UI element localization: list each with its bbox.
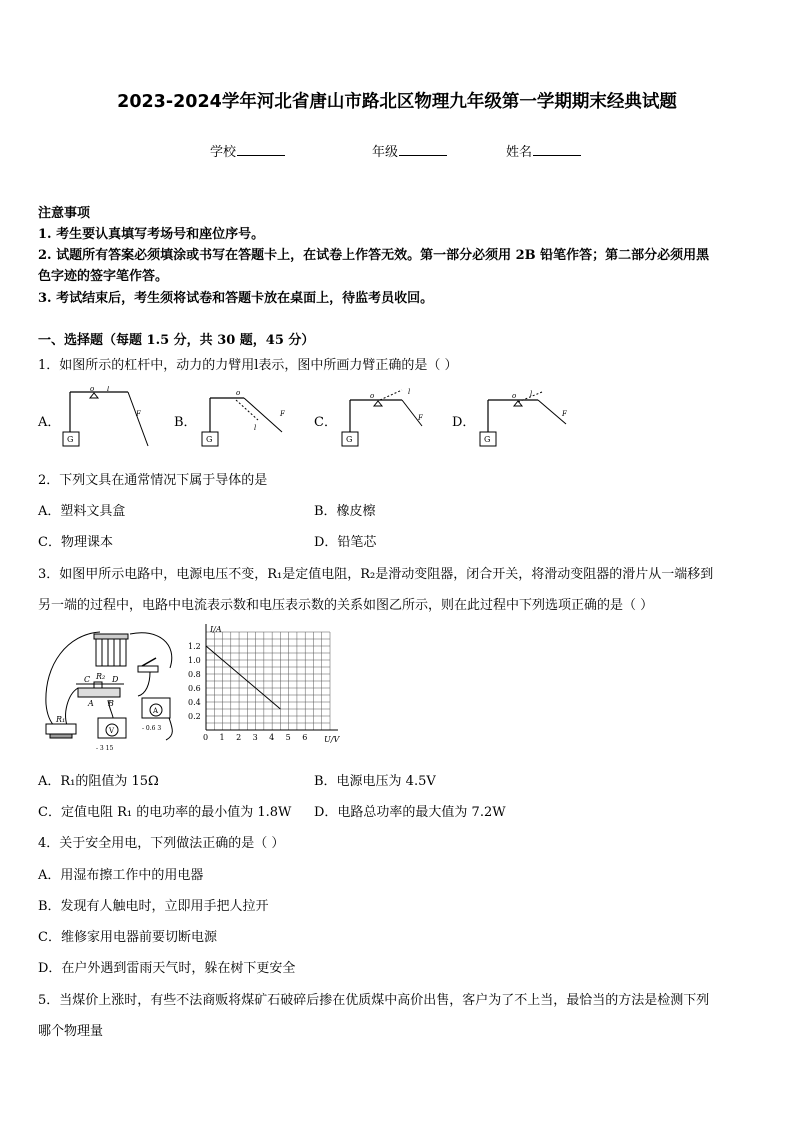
q1-option-d-label[interactable]: D． [452,415,476,430]
notice-item: 1. 考生要认真填写考场号和座位序号。 [38,227,265,242]
notice-item: 3. 考试结束后，考生须将试卷和答题卡放在桌面上，待监考员收回。 [38,291,434,306]
lever-figure-a [60,386,150,452]
y-tick-label: 1.0 [188,656,201,665]
y-tick-label: 0.2 [188,712,201,721]
circuit-label-r2: R₂ [96,672,106,681]
rheostat-icon [76,682,124,697]
fig-letter-l: l [530,390,533,398]
iu-series-line [206,646,280,709]
q5-stem-line1: 5．当煤价上涨时，有些不法商贩将煤矿石破碎后掺在优质煤中高价出售，客户为了不上当，最恰当的方法是检测下列 [38,993,710,1008]
q4-option-a[interactable]: A．用湿布擦工作中的用电器 [38,868,204,883]
ammeter-terminals: - 0.6 3 [142,725,162,732]
switch-icon [138,658,158,672]
fig-letter-f: F [562,410,567,418]
page-title: 2023-2024学年河北省唐山市路北区物理九年级第一学期期末经典试题 [117,92,677,112]
lever-figure-c [336,386,431,452]
fig-letter-l: l [408,388,411,396]
notice-item: 2. 试题所有答案必须填涂或书写在答题卡上，在试卷上作答无效。第一部分必须用 2B 铅笔作答；第二部分必须用黑 [38,248,710,263]
circuit-label-r1: R₁ [56,715,66,724]
x-tick-label: 4 [269,733,275,742]
fig-letter-f: F [280,410,285,418]
q2-option-b[interactable]: B．橡皮檫 [314,504,376,519]
fig-letter-o: o [90,386,95,393]
q2-option-c[interactable]: C．物理课本 [38,535,113,550]
circuit-label-b: B [108,699,114,708]
x-tick-label: 5 [285,733,291,742]
q3-option-a[interactable]: A．R₁的阻值为 15Ω [38,774,159,789]
x-tick-label: 1 [219,733,225,742]
q3-option-d[interactable]: D．电路总功率的最大值为 7.2W [314,805,506,820]
section-heading: 一、选择题（每题 1.5 分，共 30 题，45 分） [38,333,315,348]
fig-letter-o: o [236,389,241,397]
y-tick-label: 0.6 [188,684,201,693]
circuit-label-a: A [88,699,94,708]
fig-letter-f: F [418,414,423,422]
ammeter-icon [142,698,170,718]
q4-option-c[interactable]: C．维修家用电器前要切断电源 [38,930,217,945]
fig-letter-g: G [67,435,74,444]
fig-letter-l: l [254,424,257,432]
q4-option-d[interactable]: D．在户外遇到雷雨天气时，躲在树下更安全 [38,961,296,976]
circuit-label-d: D [112,675,119,684]
y-tick-label: 1.2 [188,642,201,651]
x-tick-label: 0 [203,733,209,742]
fig-letter-g: G [206,435,213,444]
q3-stem-line1: 3．如图甲所示电路中，电源电压不变，R₁是定值电阻，R₂是滑动变阻器，闭合开关，将滑动变阻器的滑片从一端移到 [38,567,714,582]
q2-stem: 2．下列文具在通常情况下属于导体的是 [38,473,268,488]
q1-option-c-label[interactable]: C． [314,415,337,430]
q4-option-b[interactable]: B．发现有人触电时，立即用手把人拉开 [38,899,269,914]
y-tick-label: 0.4 [188,698,201,707]
voltmeter-icon [98,718,126,738]
lever-figure-b [196,386,291,452]
resistor-r1-icon [46,724,76,738]
q1-option-a-label[interactable]: A． [38,415,61,430]
circuit-label-c: C [84,675,91,684]
q2-option-a[interactable]: A．塑料文具盒 [38,504,126,519]
q2-option-d[interactable]: D．铅笔芯 [314,535,377,550]
iu-graph [184,622,344,746]
q1-option-b-label[interactable]: B． [174,415,197,430]
y-axis-label: I/A [210,625,222,634]
circuit-diagram [38,624,188,759]
y-tick-label: 0.8 [188,670,201,679]
x-tick-label: 6 [302,733,308,742]
voltmeter-terminals: - 3 15 [96,745,114,752]
svg-text:V: V [109,727,115,735]
fig-letter-l: l [107,386,110,393]
q1-stem: 1．如图所示的杠杆中，动力的力臂用l表示，图中所画力臂正确的是（ ） [38,358,458,373]
fig-letter-g: G [346,435,353,444]
fig-letter-f: F [136,410,141,418]
notice-item: 色字迹的签字笔作答。 [38,269,169,284]
q3-option-b[interactable]: B．电源电压为 4.5V [314,774,436,789]
battery-icon [94,634,128,666]
svg-text:A: A [153,707,159,715]
name-field[interactable]: 姓名 [506,141,581,160]
fig-letter-g: G [484,435,491,444]
grade-field[interactable]: 年级 [372,141,447,160]
q3-option-c[interactable]: C．定值电阻 R₁ 的电功率的最小值为 1.8W [38,805,292,820]
q5-stem-line2: 哪个物理量 [38,1024,104,1039]
fig-letter-o: o [512,392,517,400]
q3-stem-line2: 另一端的过程中，电路中电流表示数和电压表示数的关系如图乙所示，则在此过程中下列选项正确的是（ ） [38,598,654,613]
lever-figure-d [474,386,574,452]
x-tick-label: 3 [252,733,258,742]
x-tick-label: 2 [236,733,242,742]
x-axis-label: U/V [324,735,340,744]
fig-letter-o: o [370,392,375,400]
q4-stem: 4．关于安全用电，下列做法正确的是（ ） [38,836,285,851]
school-field[interactable]: 学校 [210,141,285,160]
notice-heading: 注意事项 [38,206,91,221]
